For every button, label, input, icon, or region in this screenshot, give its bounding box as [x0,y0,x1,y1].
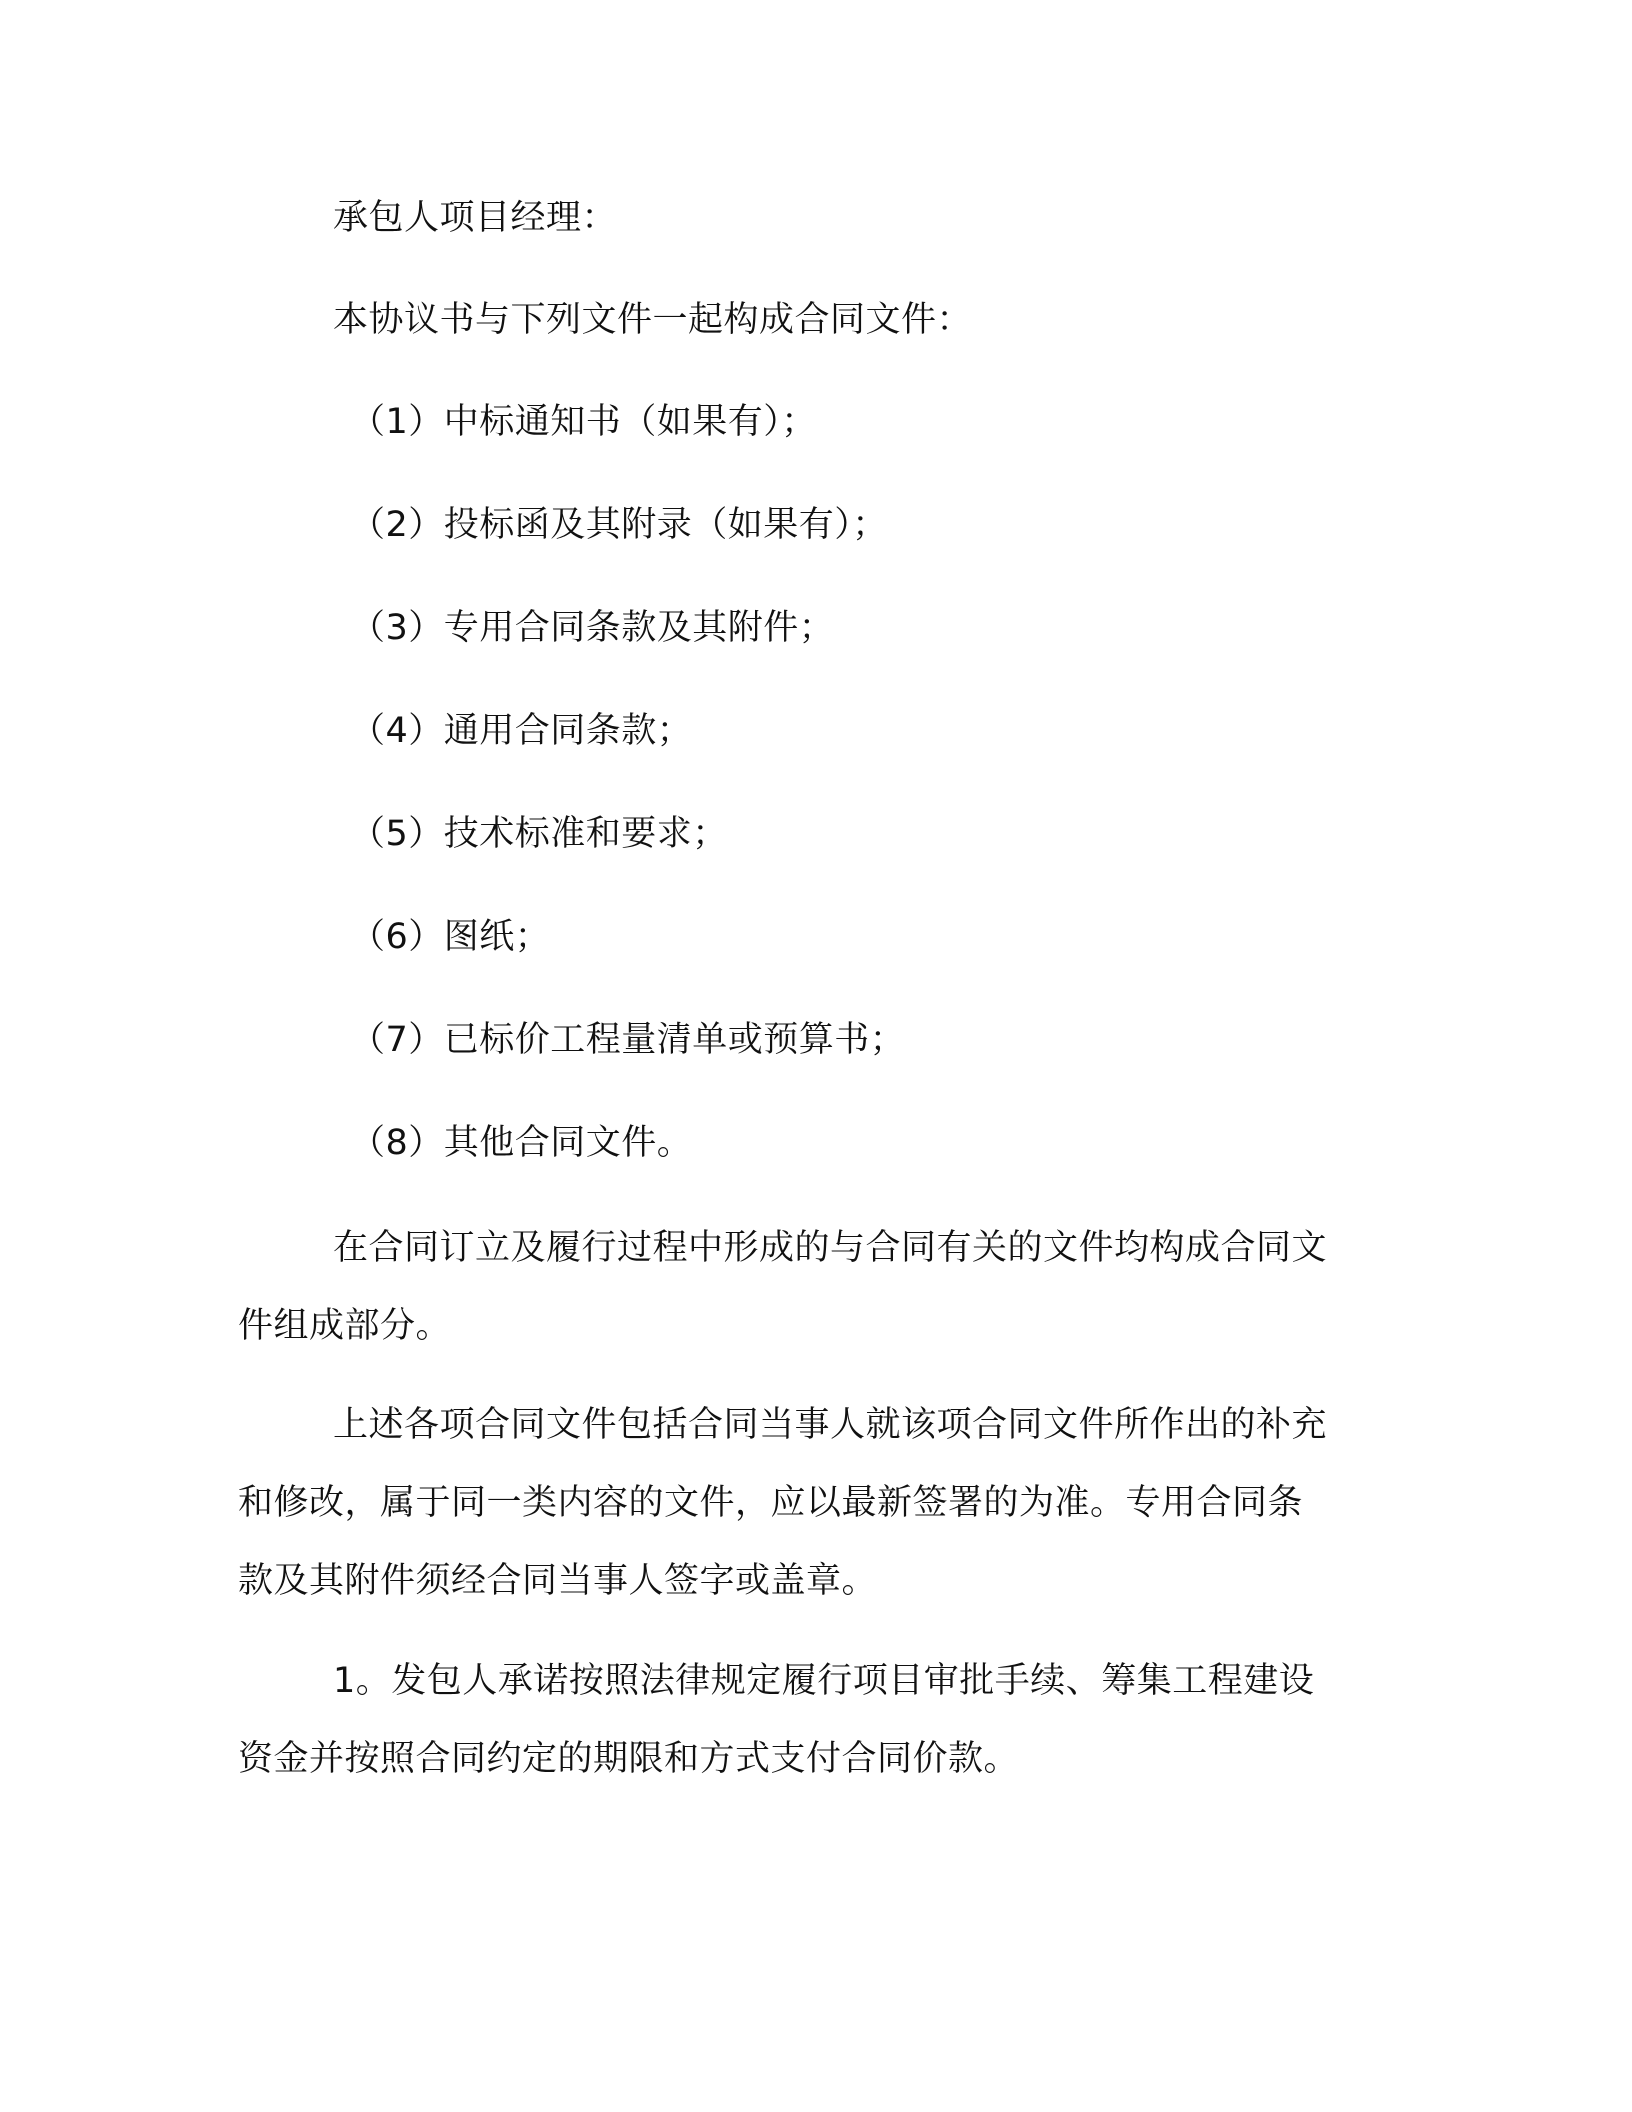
paragraph-1-line-2: 件组成部分。 [238,1306,452,1346]
list-item: （4）通用合同条款； [350,711,693,751]
list-item: （8）其他合同文件。 [350,1123,693,1163]
paragraph-3-line-1: 1。发包人承诺按照法律规定履行项目审批手续、筹集工程建设 [333,1661,1315,1701]
paragraph-2-line-2: 和修改，属于同一类内容的文件，应以最新签署的为准。专用合同条 [238,1483,1304,1523]
paragraph-2-line-1: 上述各项合同文件包括合同当事人就该项合同文件所作出的补充 [333,1405,1328,1445]
list-item: （7）已标价工程量清单或预算书； [350,1020,906,1060]
list-item: （3）专用合同条款及其附件； [350,608,835,648]
paragraph-3-line-2: 资金并按照合同约定的期限和方式支付合同价款。 [238,1739,1020,1779]
list-item: （5）技术标准和要求； [350,814,728,854]
paragraph-2-line-3: 款及其附件须经合同当事人签字或盖章。 [238,1561,878,1601]
paragraph-1-line-1: 在合同订立及履行过程中形成的与合同有关的文件均构成合同文 [333,1228,1328,1268]
project-manager-line: 承包人项目经理： [333,198,618,238]
list-item: （6）图纸； [350,917,551,957]
list-item: （2）投标函及其附录（如果有）； [350,505,888,545]
list-item: （1）中标通知书（如果有）； [350,402,817,442]
intro-line: 本协议书与下列文件一起构成合同文件： [333,300,973,340]
